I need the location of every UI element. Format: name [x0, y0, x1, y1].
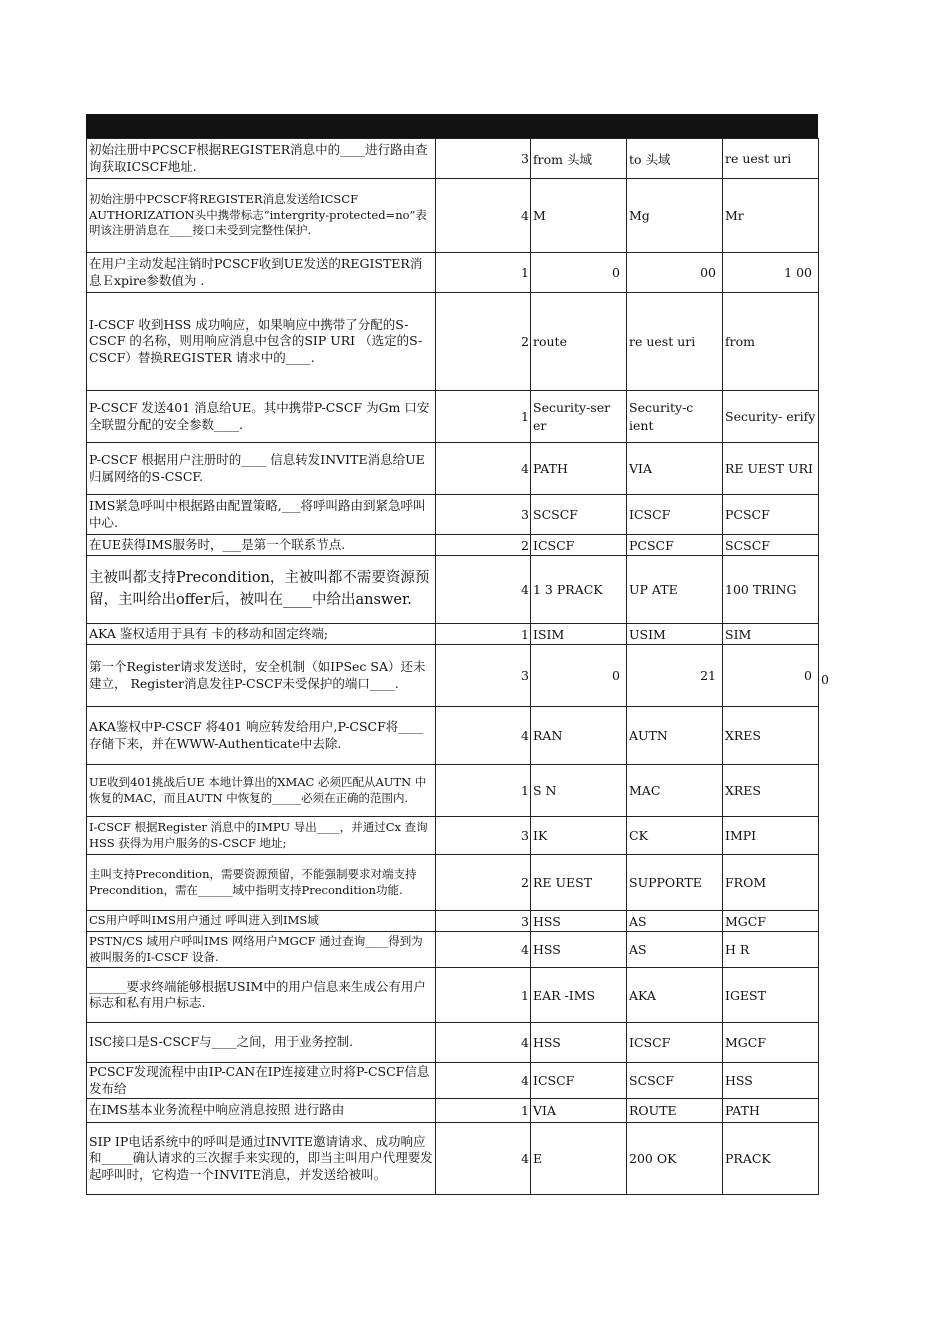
option-c-cell: HSS [723, 1063, 819, 1099]
table-row [87, 911, 819, 932]
table-row [87, 932, 819, 968]
option-b-cell: ROUTE [627, 1099, 723, 1123]
option-b-cell: VIA [627, 443, 723, 495]
option-b-cell: 00 [627, 253, 723, 293]
answer-cell: 4 [436, 932, 531, 968]
answer-cell: 3 [436, 911, 531, 932]
option-b-cell: AS [627, 911, 723, 932]
question-cell: ______要求终端能够根据USIM中的用户信息来生成公有用户标志和私有用户标志. [87, 968, 436, 1023]
option-c-cell: 0 [723, 645, 819, 707]
option-a-cell: 0 [531, 253, 627, 293]
table-row [87, 645, 819, 707]
table-row [87, 556, 819, 624]
overflow-option-d: 0 [821, 672, 829, 687]
question-cell: ISC接口是S-CSCF与____之间，用于业务控制. [87, 1023, 436, 1063]
option-c-cell: MGCF [723, 1023, 819, 1063]
option-a-cell: route [531, 293, 627, 391]
option-c-cell: Security- erify [723, 391, 819, 443]
answer-cell: 1 [436, 968, 531, 1023]
option-b-cell: SUPPORTE [627, 855, 723, 911]
question-cell: P-CSCF 发送401 消息给UE。其中携带P-CSCF 为Gm 口安全联盟分配的安全参数____. [87, 391, 436, 443]
answer-cell: 4 [436, 1063, 531, 1099]
answer-cell: 3 [436, 645, 531, 707]
option-a-cell: RE UEST [531, 855, 627, 911]
option-c-cell: H R [723, 932, 819, 968]
answer-cell: 2 [436, 293, 531, 391]
table-row [87, 253, 819, 293]
table-row [87, 765, 819, 817]
table-row [87, 179, 819, 253]
answer-cell: 1 [436, 1099, 531, 1123]
question-cell: PSTN/CS 域用户呼叫IMS 网络用户MGCF 通过查询____得到为被叫服务的I-CSCF 设备. [87, 932, 436, 968]
option-a-cell: PATH [531, 443, 627, 495]
option-a-cell: M [531, 179, 627, 253]
option-b-cell: AS [627, 932, 723, 968]
option-c-cell: re uest uri [723, 139, 819, 179]
option-c-cell: IMPI [723, 817, 819, 855]
option-b-cell: Mg [627, 179, 723, 253]
question-cell: 主叫支持Precondition，需要资源预留，不能强制要求对端支持Precondition，需在______域中指明支持Precondition功能. [87, 855, 436, 911]
answer-cell: 1 [436, 391, 531, 443]
question-cell: 在IMS基本业务流程中响应消息按照 进行路由 [87, 1099, 436, 1123]
answer-cell: 3 [436, 817, 531, 855]
table-row [87, 495, 819, 535]
option-a-cell: RAN [531, 707, 627, 765]
answer-cell: 1 [436, 624, 531, 645]
question-cell: IMS紧急呼叫中根据路由配置策略,___将呼叫路由到紧急呼叫中心. [87, 495, 436, 535]
option-c-cell: 100 TRING [723, 556, 819, 624]
table-row [87, 391, 819, 443]
option-b-cell: Security-c ient [627, 391, 723, 443]
table-row [87, 535, 819, 556]
option-b-cell: 200 OK [627, 1123, 723, 1195]
table-row [87, 1123, 819, 1195]
answer-cell: 4 [436, 556, 531, 624]
table-row [87, 855, 819, 911]
option-c-cell: PRACK [723, 1123, 819, 1195]
table-row [87, 1063, 819, 1099]
answer-cell: 4 [436, 707, 531, 765]
answer-cell: 4 [436, 1023, 531, 1063]
spreadsheet [86, 114, 818, 1195]
option-c-cell: Mr [723, 179, 819, 253]
option-a-cell: HSS [531, 911, 627, 932]
option-c-cell: PATH [723, 1099, 819, 1123]
option-b-cell: UP ATE [627, 556, 723, 624]
option-b-cell: AUTN [627, 707, 723, 765]
option-b-cell: MAC [627, 765, 723, 817]
option-c-cell: RE UEST URI [723, 443, 819, 495]
option-a-cell: HSS [531, 1023, 627, 1063]
answer-cell: 1 [436, 765, 531, 817]
question-cell: CS用户呼叫IMS用户通过 呼叫进入到IMS域 [87, 911, 436, 932]
table-row [87, 139, 819, 179]
question-cell: 在UE获得IMS服务时，___是第一个联系节点. [87, 535, 436, 556]
option-c-cell: 1 00 [723, 253, 819, 293]
table-row [87, 817, 819, 855]
answer-cell: 2 [436, 535, 531, 556]
answer-cell: 3 [436, 495, 531, 535]
option-b-cell: CK [627, 817, 723, 855]
table-row [87, 293, 819, 391]
option-a-cell: ICSCF [531, 1063, 627, 1099]
option-a-cell: 1 3 PRACK [531, 556, 627, 624]
answer-cell: 4 [436, 443, 531, 495]
question-cell: 主被叫都支持Precondition，主被叫都不需要资源预留，主叫给出offer后，被叫在____中给出answer. [87, 556, 436, 624]
answer-cell: 4 [436, 179, 531, 253]
option-b-cell: 21 [627, 645, 723, 707]
question-table [86, 138, 819, 1195]
option-a-cell: 0 [531, 645, 627, 707]
option-a-cell: VIA [531, 1099, 627, 1123]
option-a-cell: S N [531, 765, 627, 817]
answer-cell: 4 [436, 1123, 531, 1195]
option-c-cell: SIM [723, 624, 819, 645]
option-c-cell: SCSCF [723, 535, 819, 556]
answer-cell: 1 [436, 253, 531, 293]
option-b-cell: to 头域 [627, 139, 723, 179]
option-a-cell: ISIM [531, 624, 627, 645]
question-cell: AKA鉴权中P-CSCF 将401 响应转发给用户,P-CSCF将____存储下来，并在WWW-Authenticate中去除. [87, 707, 436, 765]
option-c-cell: from [723, 293, 819, 391]
option-c-cell: FROM [723, 855, 819, 911]
option-b-cell: ICSCF [627, 1023, 723, 1063]
option-c-cell: MGCF [723, 911, 819, 932]
option-a-cell: HSS [531, 932, 627, 968]
option-c-cell: XRES [723, 765, 819, 817]
question-cell: SIP IP电话系统中的呼叫是通过INVITE邀请请求、成功响应和_____确认请求的三次握手来实现的，即当主叫用户代理要发起呼叫时，它构造一个INVITE消息，并发送给被叫。 [87, 1123, 436, 1195]
question-cell: I-CSCF 收到HSS 成功响应，如果响应中携带了分配的S-CSCF 的名称，则用响应消息中包含的SIP URI （选定的S-CSCF）替换REGISTER 请求中的____. [87, 293, 436, 391]
question-cell: PCSCF发现流程中由IP-CAN在IP连接建立时将P-CSCF信息发布给 [87, 1063, 436, 1099]
option-c-cell: XRES [723, 707, 819, 765]
option-a-cell: SCSCF [531, 495, 627, 535]
option-a-cell: EAR -IMS [531, 968, 627, 1023]
header-bar [86, 114, 818, 138]
question-cell: P-CSCF 根据用户注册时的____ 信息转发INVITE消息给UE 归属网络的S-CSCF. [87, 443, 436, 495]
answer-cell: 2 [436, 855, 531, 911]
table-row [87, 968, 819, 1023]
table-row [87, 443, 819, 495]
question-cell: 初始注册中PCSCF将REGISTER消息发送给ICSCF AUTHORIZATION头中携带标志“intergrity-protected=no”表明该注册消息在____接口未受到完整性保护. [87, 179, 436, 253]
question-cell: AKA 鉴权适用于具有 卡的移动和固定终端; [87, 624, 436, 645]
option-b-cell: AKA [627, 968, 723, 1023]
table-row [87, 624, 819, 645]
option-b-cell: ICSCF [627, 495, 723, 535]
option-b-cell: SCSCF [627, 1063, 723, 1099]
answer-cell: 3 [436, 139, 531, 179]
question-cell: 在用户主动发起注销时PCSCF收到UE发送的REGISTER消息Ｅxpire参数值为 . [87, 253, 436, 293]
question-cell: I-CSCF 根据Register 消息中的IMPU 导出____，并通过Cx 查询HSS 获得为用户服务的S-CSCF 地址; [87, 817, 436, 855]
option-a-cell: ICSCF [531, 535, 627, 556]
option-c-cell: PCSCF [723, 495, 819, 535]
option-b-cell: re uest uri [627, 293, 723, 391]
table-row [87, 1099, 819, 1123]
option-c-cell: IGEST [723, 968, 819, 1023]
option-b-cell: USIM [627, 624, 723, 645]
option-a-cell: IK [531, 817, 627, 855]
table-row [87, 1023, 819, 1063]
option-a-cell: E [531, 1123, 627, 1195]
option-b-cell: PCSCF [627, 535, 723, 556]
question-cell: 第一个Register请求发送时，安全机制（如IPSec SA）还未建立， Register消息发往P-CSCF未受保护的端口____. [87, 645, 436, 707]
option-a-cell: from 头域 [531, 139, 627, 179]
table-row [87, 707, 819, 765]
question-cell: 初始注册中PCSCF根据REGISTER消息中的____进行路由查询获取ICSCF地址. [87, 139, 436, 179]
question-cell: UE收到401挑战后UE 本地计算出的XMAC 必须匹配从AUTN 中恢复的MAC，而且AUTN 中恢复的_____必须在正确的范围内. [87, 765, 436, 817]
option-a-cell: Security-ser er [531, 391, 627, 443]
